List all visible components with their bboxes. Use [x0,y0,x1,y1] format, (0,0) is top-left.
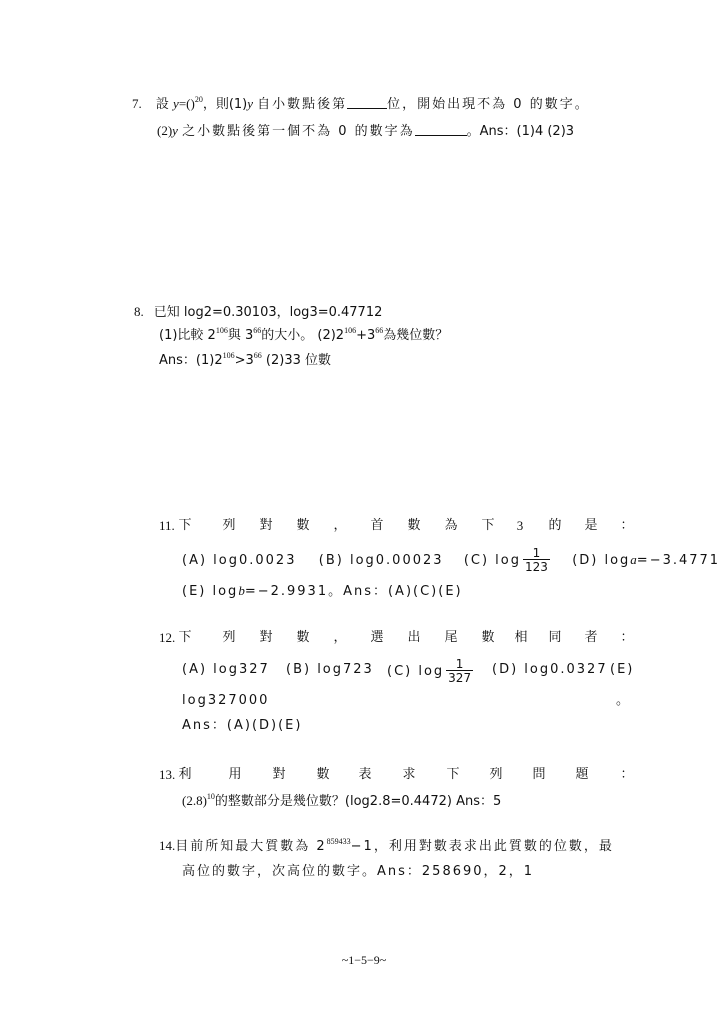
q7-blank-2 [415,123,467,136]
q14-line-2: 高位的數字，次高位的數字。Ans：258690，2，1 [182,864,535,879]
q8-answer: Ans：$(1)2^{106}>3^{66}$ (2)33 位數 [159,351,331,368]
q13-title: 13. 利 用 對 數 表 求 下 列 問 題 ： [159,767,634,782]
q12-options-1: (A) log327 (B) log723 (C) log $\frac{1}{327}$ (D) log0.0327 (E) [182,657,635,685]
q12-title: 12. 下 列 對 數 ， 選 出 尾 數 相 同 者 ： [159,630,634,645]
q11-title: 11. 下 列 對 數 ， 首 數 為 下 3 的 是 ： [159,518,634,533]
q11-options-1: (A) log0.0023 (B) log0.00023 (C) log $\frac{1}{123}$ (D) loga=−3.4771 [182,546,721,574]
q8-line-1: 8. 已知 log2=0.30103，log3=0.47712 [134,304,383,320]
q12-fraction: $\frac{1}{327}$ [448,657,472,685]
q14-line-1: 14.目前所知最大質數為 $2^{859433}-1$，利用對數表求出此質數的位數，最 [159,837,614,854]
q12-options-2: log327000 。 [182,693,630,708]
q7-line-1: 7. 設 y=()$^{20}$，則(1)y 自小數點後第 位，開始出現不為 0 的數字。 [132,95,590,112]
q7-blank-1 [347,96,387,109]
page-number: ~1−5−9~ [341,953,387,967]
q13-line-2: $(2.8)^{10}$的整數部分是幾位數？(log2.8=0.4472) Ans：5 [182,792,502,809]
q8-line-2: (1)比較 $2^{106}$與 $3^{66}$的大小。 $(2)2^{106}+3^{66}$為幾位數？ [159,326,449,343]
q11-fraction: $\frac{1}{123}$ [525,546,548,574]
q11-options-2: (E) logb=−2.9931。Ans：(A)(C)(E) [182,583,463,599]
q12-answer: Ans：(A)(D)(E) [182,718,303,733]
q7-line-2: (2)y 之小數點後第一個不為 0 的數字為 。Ans：(1)4 (2)3 [157,123,575,139]
